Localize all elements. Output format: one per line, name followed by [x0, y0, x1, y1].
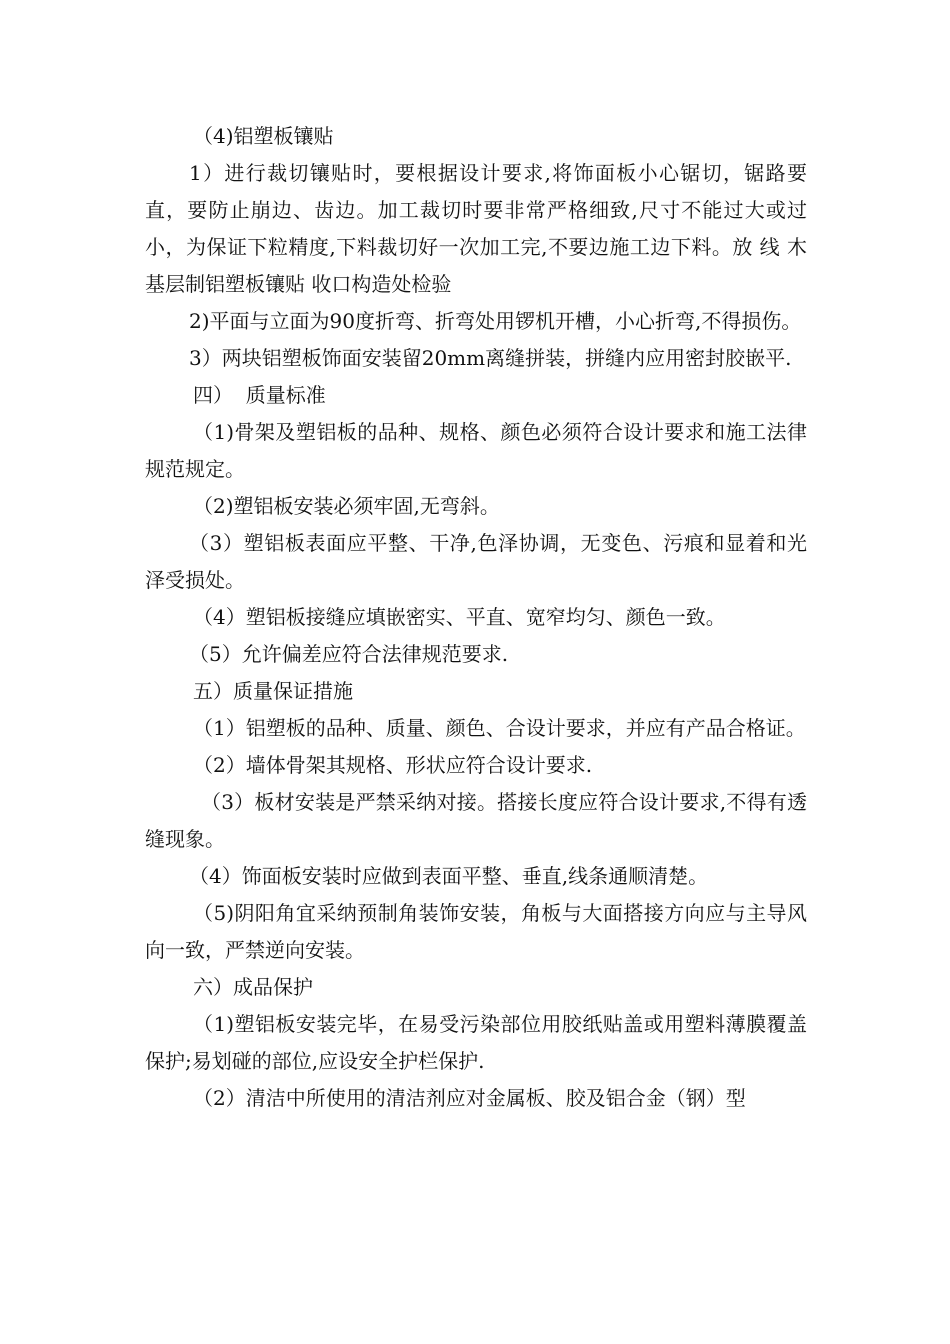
section-heading-quality-assurance: 五）质量保证措施 [193, 679, 353, 703]
section-heading-quality-standards: 四） 质量标准 [193, 383, 326, 407]
section-heading-aluminum-plastic-panel: （4)铝塑板镶贴 [193, 124, 334, 148]
paragraph-quality-3: （3）塑铝板表面应平整、干净,色泽协调，无变色、污痕和显着和光泽受损处。 [145, 531, 807, 592]
paragraph-assurance-4: （4）饰面板安装时应做到表面平整、垂直,线条通顺清楚。 [189, 864, 709, 888]
paragraph-bending: 2)平面与立面为90度折弯、折弯处用锣机开槽，小心折弯,不得损伤。 [189, 309, 802, 333]
section-heading-product-protection: 六）成品保护 [193, 975, 313, 999]
paragraph-protection-1: （1)塑铝板安装完毕，在易受污染部位用胶纸贴盖或用塑料薄膜覆盖保护;易划碰的部位,应设安全护栏保护. [145, 1012, 807, 1073]
paragraph-quality-1: （1)骨架及塑铝板的品种、规格、颜色必须符合设计要求和施工法律规范规定。 [145, 420, 807, 481]
paragraph-assurance-5: （5)阴阳角宜采纳预制角装饰安装，角板与大面搭接方向应与主导风向一致，严禁逆向安装。 [145, 901, 807, 962]
paragraph-quality-4: （4）塑铝板接缝应填嵌密实、平直、宽窄均匀、颜色一致。 [193, 605, 726, 629]
paragraph-cutting-requirements: 1）进行裁切镶贴时，要根据设计要求,将饰面板小心锯切，锯路要直，要防止崩边、齿边。加工裁切时要非常严格细致,尺寸不能过大或过小，为保证下粒精度,下料裁切好一次加工完,不要边施工边下料。放 线 木基层制铝塑板镶贴 收口构造处检验 [145, 161, 807, 296]
paragraph-assurance-3: （3）板材安装是严禁采纳对接。搭接长度应符合设计要求,不得有透缝现象。 [145, 790, 807, 851]
paragraph-assurance-1: （1）铝塑板的品种、质量、颜色、合设计要求，并应有产品合格证。 [193, 716, 806, 740]
document-body [145, 118, 807, 1117]
paragraph-joint-spacing: 3）两块铝塑板饰面安装留20mm离缝拼装，拼缝内应用密封胶嵌平. [189, 346, 792, 370]
paragraph-quality-2: （2)塑铝板安装必须牢固,无弯斜。 [193, 494, 500, 518]
paragraph-protection-2: （2）清洁中所使用的清洁剂应对金属板、胶及铝合金（钢）型 [193, 1086, 746, 1110]
paragraph-assurance-2: （2）墙体骨架其规格、形状应符合设计要求. [193, 753, 593, 777]
paragraph-quality-5: （5）允许偏差应符合法律规范要求. [189, 642, 509, 666]
